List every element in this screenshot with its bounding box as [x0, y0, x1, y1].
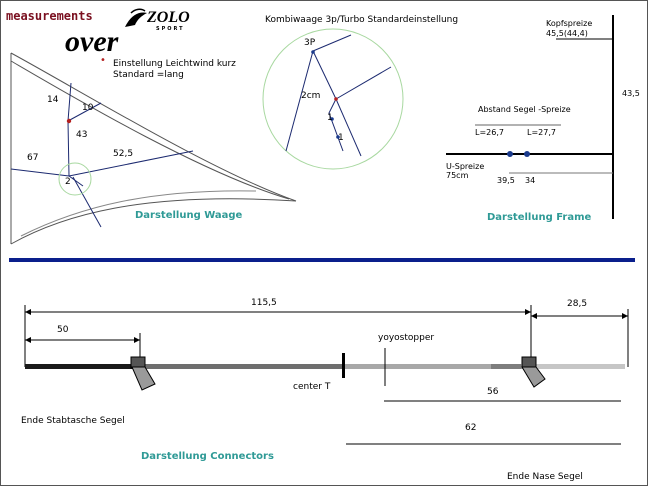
connector-arrowheads	[25, 309, 628, 343]
frame-l2: L=27,7	[527, 128, 556, 137]
frame-u-label: U-Spreize	[446, 162, 485, 171]
frame-drawing	[446, 15, 613, 219]
diagram-drawing	[1, 1, 648, 487]
waage-attach-circle	[59, 163, 91, 195]
kombi-marker-2cm	[334, 97, 338, 101]
bullet-icon: •	[100, 55, 106, 66]
frame-abstand-label: Abstand Segel -Spreize	[478, 105, 571, 114]
model-name: over	[65, 25, 119, 58]
kombi-label-3p: 3P	[304, 38, 316, 48]
logo-sub: SPORT	[156, 26, 185, 32]
frame-kopf-label: Kopfspreize	[546, 19, 593, 28]
waage-label-14: 14	[47, 95, 59, 105]
frame-caption: Darstellung Frame	[487, 212, 592, 223]
frame-dim-2: 34	[525, 176, 536, 185]
waage-label-43: 43	[76, 130, 88, 140]
waage-caption: Darstellung Waage	[135, 210, 243, 221]
frame-kopf-value: 45,5(44,4)	[546, 29, 588, 38]
spar-segment-dark	[25, 364, 135, 369]
spar-segment-mid	[135, 364, 345, 369]
frame-u-value: 75cm	[446, 171, 469, 180]
connectors-caption: Darstellung Connectors	[141, 451, 274, 462]
waage-note-line2: Standard =lang	[113, 70, 184, 80]
ende-stabtasche-label: Ende Stabtasche Segel	[21, 416, 125, 426]
waage-knot-marker	[67, 119, 71, 123]
kombi-label-1a: 1	[327, 113, 333, 123]
kombi-zoom-circle	[263, 29, 403, 169]
dim-total-label: 115,5	[251, 298, 277, 308]
dim-left-label: 50	[57, 325, 69, 335]
brand-title: measurements	[6, 9, 93, 23]
kombi-label-2cm: 2cm	[301, 91, 321, 101]
frame-marker-right	[524, 151, 530, 157]
frame-dim-1: 39,5	[497, 176, 515, 185]
frame-marker-left	[507, 151, 513, 157]
waage-label-67: 67	[27, 153, 39, 163]
dim-62-label: 62	[465, 423, 477, 433]
yoyostopper-label: yoyostopper	[378, 333, 435, 343]
waage-label-52-5: 52,5	[113, 149, 134, 159]
kombi-label-1b: 1	[338, 133, 344, 143]
center-t-mark	[342, 353, 345, 378]
spar-segment-end	[491, 364, 521, 369]
frame-height-value: 43,5	[622, 89, 640, 98]
spar-segment-light	[345, 364, 491, 369]
dim-56-label: 56	[487, 387, 499, 397]
waage-label-10: 10	[82, 103, 94, 113]
right-connector	[522, 357, 545, 387]
waage-note-line1: Einstellung Leichtwind kurz	[113, 59, 236, 69]
ende-nase-label: Ende Nase Segel	[507, 472, 583, 482]
waage-label-2: 2	[65, 177, 71, 187]
logo-text: ZOLO	[147, 9, 190, 26]
center-t-label: center T	[293, 382, 331, 392]
kombi-title: Kombiwaage 3p/Turbo Standardeinstellung	[265, 15, 459, 25]
logo	[121, 7, 196, 33]
kombi-marker-3p	[311, 50, 315, 54]
section-divider	[9, 258, 635, 262]
dim-right-label: 28,5	[567, 299, 588, 309]
left-connector	[131, 357, 155, 390]
frame-l1: L=26,7	[475, 128, 504, 137]
